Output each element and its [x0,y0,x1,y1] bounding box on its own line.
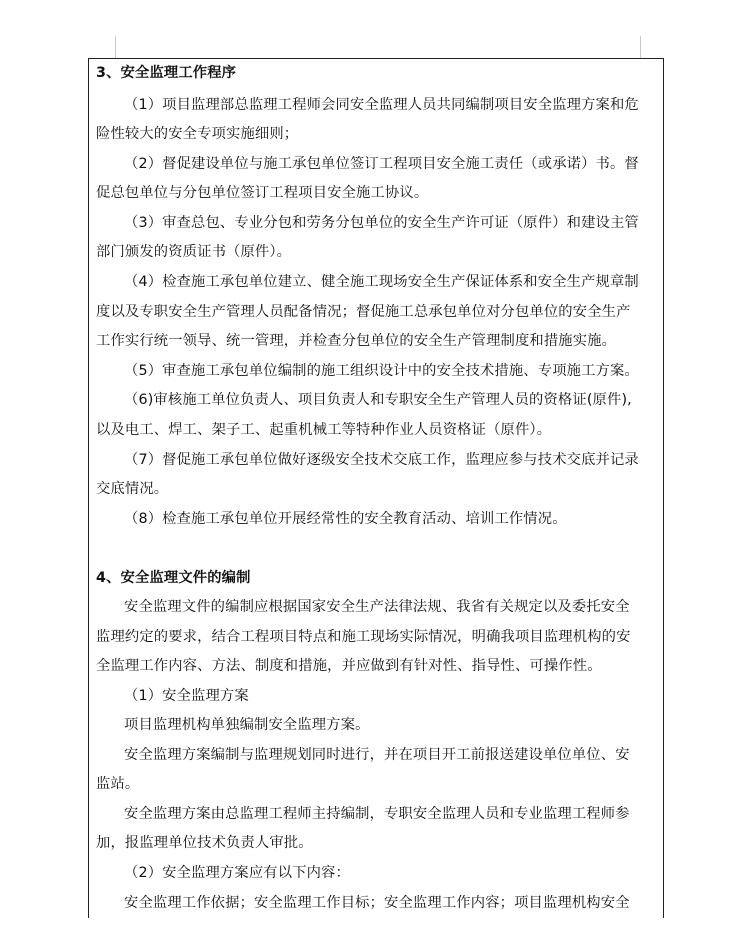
page-corner-mark-right [640,36,641,58]
section3-line: （6)审核施工单位负责人、项目负责人和专职安全生产管理人员的资格证(原件), [124,392,632,408]
section4-heading: 4、安全监理文件的编制 [96,570,251,586]
section4-line: （1）安全监理方案 [124,688,249,704]
section4-line: 全监理工作内容、方法、制度和措施，并应做到有针对性、指导性、可操作性。 [96,658,602,674]
section3-line: （4）检查施工承包单位建立、健全施工现场安全生产保证体系和安全生产规章制 [124,274,639,290]
section4-line: 监理约定的要求，结合工程项目特点和施工现场实际情况，明确我项目监理机构的安 [96,629,631,645]
section3-heading: 3、安全监理工作程序 [96,65,237,81]
section3-line: （7）督促施工承包单位做好逐级安全技术交底工作，监理应参与技术交底并记录 [124,452,639,468]
section3-line: 促总包单位与分包单位签订工程项目安全施工协议。 [96,185,429,201]
section4-line: 安全监理工作依据；安全监理工作目标；安全监理工作内容；项目监理机构安全 [124,895,630,911]
section3-line: （3）审查总包、专业分包和劳务分包单位的安全生产许可证（原件）和建设主管 [124,215,639,231]
section3-line: （2）督促建设单位与施工承包单位签订工程项目安全施工责任（或承诺）书。督 [124,156,639,172]
section3-line: 工作实行统一领导、统一管理，并检查分包单位的安全生产管理制度和措施实施。 [96,333,617,349]
section3-line: 以及电工、焊工、架子工、起重机械工等特种作业人员资格证（原件）。 [96,422,552,438]
section3-line: （8）检查施工承包单位开展经常性的安全教育活动、培训工作情况。 [124,511,567,527]
section4-line: 监站。 [96,776,140,792]
section3-line: 度以及专职安全生产管理人员配备情况；督促施工总承包单位对分包单位的安全生产 [96,304,631,320]
section4-line: 安全监理方案编制与监理规划同时进行，并在项目开工前报送建设单位单位、安 [124,747,630,763]
section4-line: 项目监理机构单独编制安全监理方案。 [124,717,370,733]
section3-line: （5）审查施工承包单位编制的施工组织设计中的安全技术措施、专项施工方案。 [124,363,639,379]
section4-line: 加，报监理单位技术负责人审批。 [96,835,313,851]
section3-line: 部门颁发的资质证书（原件）。 [96,244,292,260]
section3-line: 交底情况。 [96,481,169,497]
section4-line: 安全监理方案由总监理工程师主持编制，专职安全监理人员和专业监理工程师参 [124,806,630,822]
section4-line: 安全监理文件的编制应根据国家安全生产法律法规、我省有关规定以及委托安全 [124,599,630,615]
section3-line: 险性较大的安全专项实施细则； [96,126,299,142]
section3-line: （1）项目监理部总监理工程师会同安全监理人员共同编制项目安全监理方案和危 [124,97,639,113]
section4-line: （2）安全监理方案应有以下内容： [124,865,350,881]
page-corner-mark-left [115,36,116,58]
